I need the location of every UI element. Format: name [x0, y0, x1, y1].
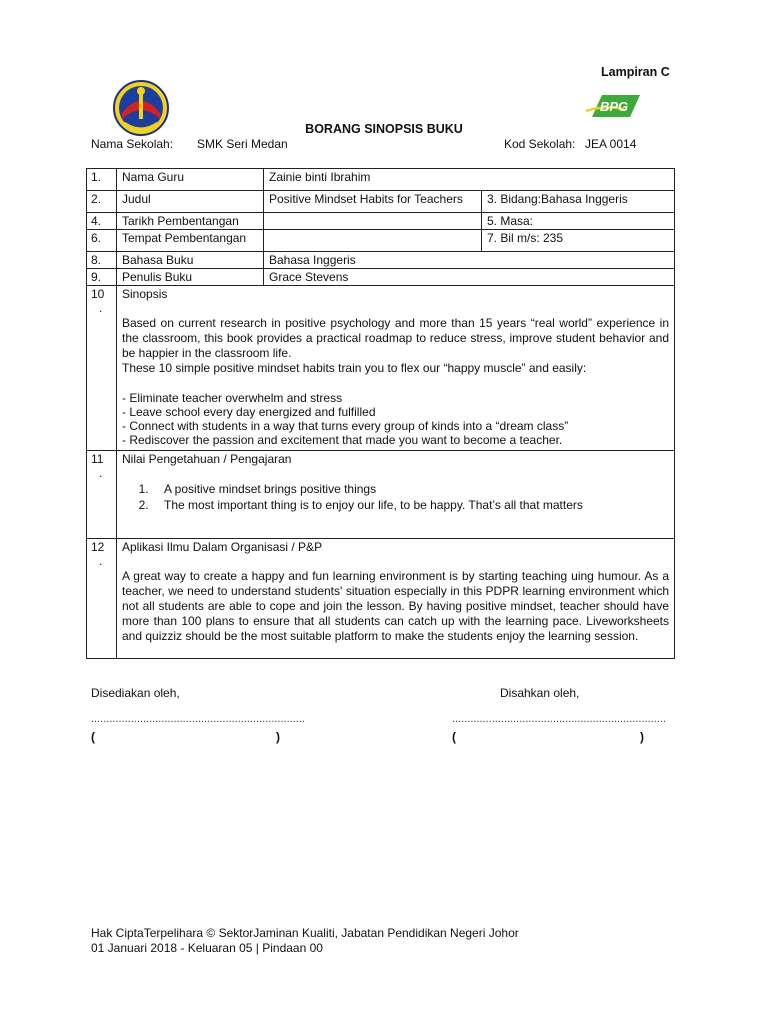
- teacher-name-value: Zainie binti Ibrahim: [264, 169, 675, 191]
- row-number-text: 10: [91, 287, 105, 301]
- prepared-by-label: Disediakan oleh,: [91, 686, 180, 700]
- row-values: [87, 451, 675, 539]
- synopsis-label: Sinopsis: [122, 287, 168, 301]
- row-application: [87, 539, 675, 659]
- application-cell: [117, 539, 675, 659]
- row-number: 9.: [87, 269, 117, 286]
- row-number-text: 12: [91, 540, 105, 554]
- row-presentation-date: [87, 213, 675, 230]
- school-name-label: Nama Sekolah:: [91, 137, 174, 151]
- approved-by-label: Disahkan oleh,: [500, 686, 580, 700]
- row-book-language: [87, 252, 675, 269]
- school-code-value: JEA 0014: [585, 137, 637, 151]
- presentation-place-label: Tempat Pembentangan: [117, 230, 264, 252]
- values-list: [122, 481, 669, 513]
- revision-footer: 01 Januari 2018 - Keluaran 05 | Pindaan 00: [91, 941, 323, 955]
- row-book-author: [87, 269, 675, 286]
- presentation-date-label: Tarikh Pembentangan: [117, 213, 264, 230]
- values-item: 1. A positive mindset brings positive things: [152, 481, 669, 497]
- synopsis-bullet: - Leave school every day energized and fulfilled: [122, 405, 376, 419]
- row-number: 8.: [87, 252, 117, 269]
- book-language-value: Bahasa Inggeris: [264, 252, 675, 269]
- copyright-footer: Hak CiptaTerpelihara © SektorJaminan Kualiti, Jabatan Pendidikan Negeri Johor: [91, 926, 519, 940]
- form-title: [0, 122, 768, 136]
- page-count-value: 7. Bil m/s: 235: [482, 230, 675, 252]
- row-title: [87, 191, 675, 213]
- application-paragraph: A great way to create a happy and fun learning environment is by starting teaching uing humour. As a teacher, we need to understand students' situation especially in this PDPR learning environment which not all students are able to cope and join the lesson. By having positive mindset, teacher should have more than 100 plans to ensure that all students can catch up with the learning pace. Liveworksheets and quizziz should be the most suitable platform to make the students enjoy the learning session.: [122, 569, 670, 643]
- application-label: Aplikasi Ilmu Dalam Organisasi / P&P: [122, 540, 323, 554]
- presentation-date-value: [264, 213, 482, 230]
- row-number: [87, 286, 117, 451]
- row-synopsis: [87, 286, 675, 451]
- synopsis-bullet: - Connect with students in a way that turns every group of kinds into a “dream class”: [122, 419, 569, 433]
- values-item: 2. The most important thing is to enjoy our life, to be happy. That’s all that matters: [152, 497, 669, 513]
- row-number: [87, 451, 117, 539]
- prepared-name-close-paren: ): [276, 730, 280, 744]
- book-language-label: Bahasa Buku: [117, 252, 264, 269]
- title-label: Judul: [117, 191, 264, 213]
- field-value: 3. Bidang:Bahasa Inggeris: [482, 191, 675, 213]
- teacher-name-label: Nama Guru: [117, 169, 264, 191]
- school-name-value: SMK Seri Medan: [197, 137, 288, 151]
- row-number: 6.: [87, 230, 117, 252]
- book-title-value: Positive Mindset Habits for Teachers: [264, 191, 482, 213]
- values-cell: [117, 451, 675, 539]
- synopsis-paragraph: Based on current research in positive psychology and more than 15 years “real world” experience in the classroom, this book provides a practical roadmap to reduce stress, improve student behavior and be happier in the classroom life.: [122, 316, 670, 360]
- approved-signature-line: ......................................................................: [452, 713, 666, 725]
- row-number-dot: .: [99, 554, 103, 568]
- book-author-value: Grace Stevens: [264, 269, 675, 286]
- time-label: 5. Masa:: [482, 213, 675, 230]
- approved-name-close-paren: ): [640, 730, 644, 744]
- row-teacher-name: [87, 169, 675, 191]
- book-author-label: Penulis Buku: [117, 269, 264, 286]
- bpg-logo-text: BPG: [600, 99, 629, 114]
- row-number-dot: .: [99, 466, 103, 480]
- row-number-text: 11: [91, 452, 104, 466]
- row-number: [87, 539, 117, 659]
- synopsis-bullet: - Eliminate teacher overwhelm and stress: [122, 391, 343, 405]
- appendix-label: Lampiran C: [601, 65, 670, 79]
- synopsis-paragraph: These 10 simple positive mindset habits train you to flex our “happy muscle” and easily:: [122, 361, 587, 375]
- form-title-text: BORANG SINOPSIS BUKU: [305, 122, 463, 136]
- values-label: Nilai Pengetahuan / Pengajaran: [122, 452, 292, 466]
- row-number: 1.: [87, 169, 117, 191]
- bpg-logo: [584, 89, 642, 121]
- prepared-signature-line: ......................................................................: [91, 713, 305, 725]
- synopsis-bullet: - Rediscover the passion and excitement that made you want to become a teacher.: [122, 433, 563, 447]
- presentation-place-value: [264, 230, 482, 252]
- row-number-dot: .: [99, 301, 103, 315]
- synopsis-cell: [117, 286, 675, 451]
- row-number: 4.: [87, 213, 117, 230]
- prepared-name-open-paren: (: [91, 730, 95, 744]
- approved-name-open-paren: (: [452, 730, 456, 744]
- row-number: 2.: [87, 191, 117, 213]
- synopsis-form-table: [86, 168, 675, 659]
- row-presentation-place: [87, 230, 675, 252]
- school-code-label: Kod Sekolah:: [504, 137, 576, 151]
